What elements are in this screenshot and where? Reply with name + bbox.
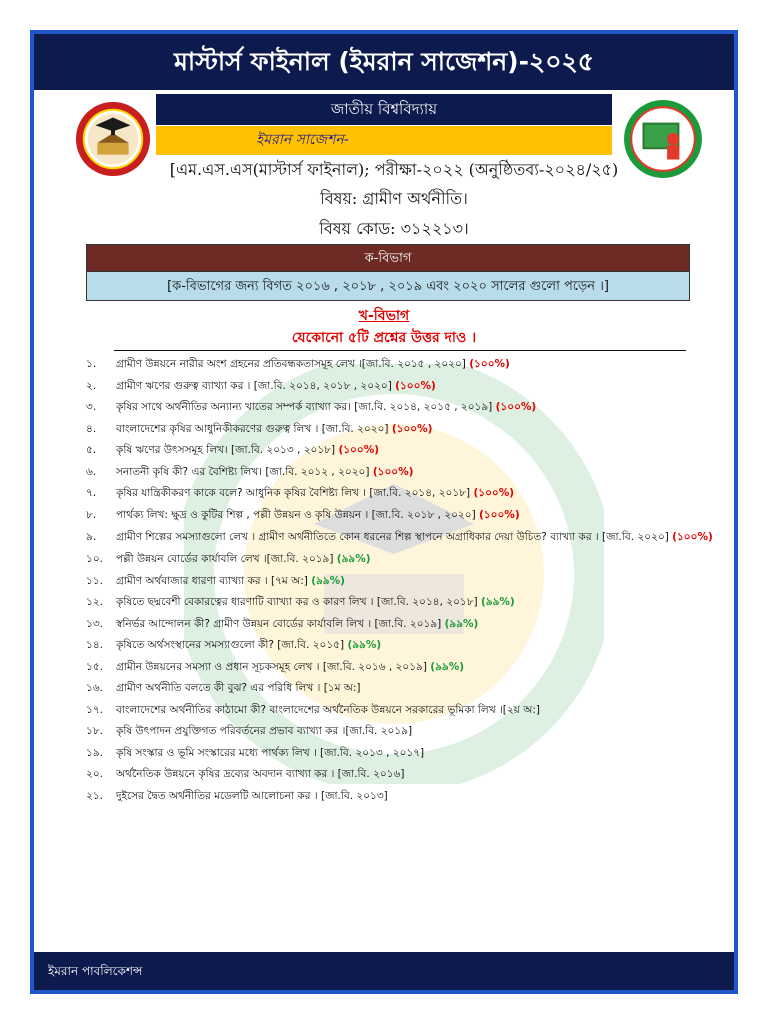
- question-number: ২১.: [86, 789, 103, 802]
- probability-badge: (৯৯%): [347, 639, 382, 651]
- question-text: অর্থনৈতিক উন্নয়নে কৃষির দ্রব্যের অবদান ব্যাখ্যা কর । [জা.বি. ২০১৬]: [116, 768, 405, 780]
- probability-badge: (৯৯%): [336, 553, 371, 565]
- page-frame: [30, 30, 738, 994]
- question-text: দুইসের দ্বৈত অর্থনীতির মডেলটি আলোচনা কর । [জা.বি. ২০১৩]: [116, 789, 388, 802]
- subject-line: বিষয়: গ্রামীণ অর্থনীতি।: [320, 189, 468, 208]
- list-item: [86, 549, 716, 571]
- question-text: স্বনির্ভর আন্দোলন কী? গ্রামীণ উন্নয়ন বোর্ডের কার্যাবলি লিখ । [জা.বি. ২০১৯]: [116, 617, 442, 630]
- list-item: [86, 376, 716, 398]
- question-text: কৃষি উৎপাদন প্রযুক্তিগত পরিবর্তনের প্রভাব ব্যাখ্যা কর ।[জা.বি. ২০১৯]: [116, 725, 413, 737]
- list-item: [86, 721, 716, 743]
- question-text: কৃষির সাথে অর্থনীতির অন্যান্য খাতের সম্পর্ক ব্যাখ্যা কর। [জা.বি. ২০১৪, ২০১৫ , ২০১৯]: [116, 401, 493, 413]
- section-ka-note: [ক-বিভাগের জন্য বিগত ২০১৬ , ২০১৮ , ২০১৯ এবং ২০২০ সালের গুলো পড়েন ।]: [86, 272, 690, 301]
- question-text: পার্থক্য লিখ: ক্ষুদ্র ও কুটির শিল্প , পল্লী উন্নয়ন ও কৃষি উন্নয়ন । [জা.বি. ২০১৮ , ২০২০]: [116, 508, 476, 521]
- probability-badge: (৯৯%): [430, 660, 465, 673]
- list-item: [86, 657, 716, 679]
- question-number: ১২.: [86, 596, 103, 608]
- probability-badge: (১০০%): [372, 465, 414, 478]
- question-text: গ্রামীণ অর্থনীতি বলতে কী বুঝ? এর পরিধি লিখ । [১ম অ:]: [116, 682, 361, 694]
- probability-badge: (১০০%): [395, 379, 436, 392]
- list-item: [86, 743, 716, 765]
- list-item: [86, 592, 716, 614]
- list-item: [86, 614, 716, 636]
- list-item: [86, 786, 716, 808]
- section-ka-header: ক-বিভাগ: [86, 244, 690, 272]
- list-item: [86, 397, 716, 419]
- question-number: ১.: [86, 358, 97, 370]
- probability-badge: (১০০%): [495, 401, 537, 413]
- question-number: ১৪.: [86, 639, 103, 651]
- question-number: ১১.: [86, 574, 103, 587]
- question-number: ৪.: [86, 422, 97, 435]
- question-text: বাংলাদেশের অর্থনীতির কাঠামো কী? বাংলাদেশের অর্থনৈতিক উন্নয়নে সরকারের ভূমিকা লিখ ।[২য় অ:]: [116, 703, 540, 716]
- probability-badge: (১০০%): [672, 531, 713, 543]
- question-number: ৩.: [86, 401, 97, 413]
- question-number: ১৬.: [86, 682, 103, 694]
- question-text: গ্রামীণ ঋণের গুরুত্ব ব্যাখ্যা কর । [জা.বি. ২০১৪, ২০১৮ , ২০২০]: [116, 379, 392, 392]
- question-number: ১৮.: [86, 725, 103, 737]
- list-item: [86, 505, 716, 527]
- subject-code: বিষয় কোড: ৩১২২১৩।: [319, 219, 469, 238]
- question-number: ১০.: [86, 553, 103, 565]
- question-text: কৃষিতে ছদ্মবেশী বেকারত্বের ধারণাটি ব্যাখ্যা কর ও কারণ লিখ । [জা.বি. ২০১৪, ২০১৮]: [116, 596, 478, 608]
- question-number: ২০.: [86, 768, 103, 780]
- question-number: ৮.: [86, 508, 97, 521]
- question-number: ৬.: [86, 465, 97, 478]
- probability-badge: (১০০%): [469, 358, 510, 370]
- list-item: [86, 354, 716, 376]
- question-number: ১৭.: [86, 703, 103, 716]
- question-list: [86, 354, 716, 807]
- probability-badge: (১০০%): [473, 487, 515, 499]
- question-text: পল্লী উন্নয়ন বোর্ডের কার্যাবলি লেখ ।[জা.বি. ২০১৯]: [116, 553, 334, 565]
- probability-badge: (৯৯%): [444, 617, 479, 630]
- footer: ইমরান পাবলিকেশন্স: [34, 952, 734, 990]
- probability-badge: (১০০%): [479, 508, 520, 521]
- section-kha-header: খ-বিভাগ: [358, 308, 410, 324]
- list-item: [86, 462, 716, 484]
- list-item: [86, 440, 716, 462]
- question-number: ৫.: [86, 444, 97, 456]
- question-text: কৃষির যান্ত্রিকীকরণ কাকে বলে? আধুনিক কৃষির বৈশিষ্ট্য লিখ । [জা.বি. ২০১৪, ২০১৮]: [116, 487, 471, 499]
- probability-badge: (৯৯%): [311, 574, 345, 587]
- probability-badge: (১০০%): [391, 422, 433, 435]
- list-item: [86, 678, 716, 700]
- section-kha-instruction: যেকোনো ৫টি প্রশ্নের উত্তর দাও ।: [291, 330, 477, 346]
- divider: [114, 350, 686, 351]
- question-text: গ্রামীণ শিল্পের সমস্যাগুলো লেখ । গ্রামীণ অর্থনীতিতে কোন ধরনের শিল্প স্থাপনে অগ্রাধিকার দেয়া উচিত? ব্যাখ্যা কর । [জা.বি. ২০২০]: [116, 531, 669, 543]
- suggestion-banner: ইমরান সাজেশন-: [156, 126, 612, 155]
- question-text: কৃষি সংস্কার ও ভূমি সংস্কারের মধ্যে পার্থক্য লিখ । [জা.বি. ২০১৩ , ২০১৭]: [116, 746, 425, 759]
- university-banner: জাতীয় বিশ্ববিদ্যায়: [156, 94, 612, 125]
- question-text: গ্রামীণ অর্থবাজার ধারণা ব্যাখ্যা কর । [৭ম অ:]: [116, 574, 308, 587]
- list-item: [86, 483, 716, 505]
- list-item: [86, 526, 716, 549]
- question-text: গ্রামীন উন্নয়নের সমস্যা ও প্রধান সূচকসমূহ লেখ । [জা.বি. ২০১৬ , ২০১৯]: [116, 660, 427, 673]
- question-number: ১৯.: [86, 746, 103, 759]
- question-text: কৃষি ঋণের উৎসসমূহ লিখ। [জা.বি. ২০১৩ , ২০১৮]: [116, 444, 336, 456]
- question-text: কৃষিতে অর্থসংস্থানের সমস্যাগুলো কী? [জা.বি. ২০১৫]: [116, 639, 345, 651]
- question-text: গ্রামীণ উন্নয়নে নারীর অংশ গ্রহনের প্রতিবন্ধকতাসমূহ লেখ ।[জা.বি. ২০১৫ , ২০২০]: [116, 358, 466, 370]
- page-title: মাস্টার্স ফাইনাল (ইমরান সাজেশন)-২০২৫: [34, 34, 734, 90]
- question-text: সনাতনী কৃষি কী? এর বৈশিষ্ট্য লিখ। [জা.বি. ২০১২ , ২০২০]: [116, 465, 370, 478]
- list-item: [86, 764, 716, 786]
- question-number: ১৩.: [86, 617, 103, 630]
- question-number: ৭.: [86, 487, 97, 499]
- list-item: [86, 419, 716, 441]
- list-item: [86, 635, 716, 657]
- question-number: ৯.: [86, 531, 97, 543]
- probability-badge: (৯৯%): [480, 596, 515, 608]
- list-item: [86, 700, 716, 722]
- question-text: বাংলাদেশের কৃষির আধুনিকীকরণের গুরুত্ব লিখ । [জা.বি. ২০২০]: [116, 422, 389, 435]
- question-number: ২.: [86, 379, 97, 392]
- probability-badge: (১০০%): [338, 444, 380, 456]
- list-item: [86, 571, 716, 593]
- exam-info: [এম.এস.এস(মাস্টার্স ফাইনাল); পরীক্ষা-২০২২ (অনুষ্ঠিতব্য-২০২৪/২৫): [169, 160, 619, 179]
- question-number: ১৫.: [86, 660, 103, 673]
